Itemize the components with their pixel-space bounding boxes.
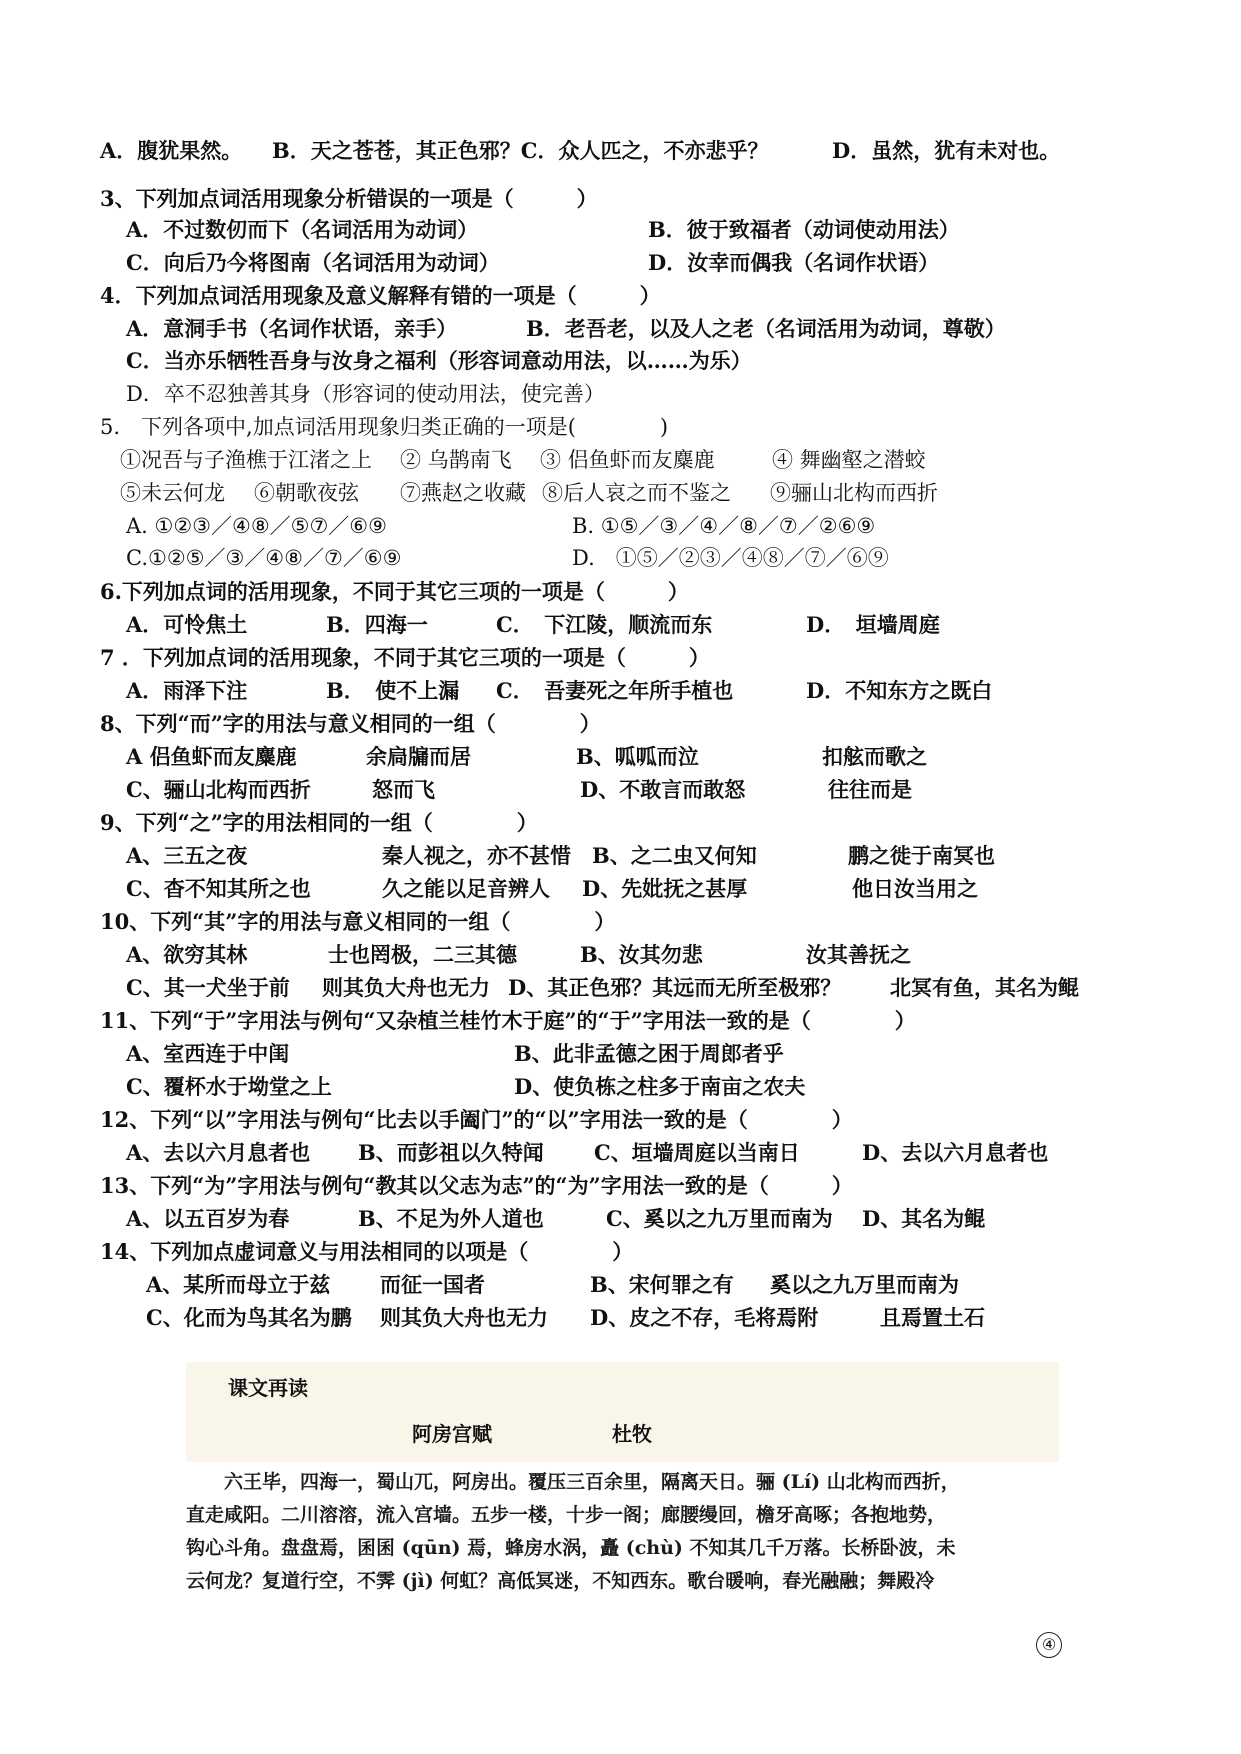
option-d: D、去以六月息者也 xyxy=(862,1140,1049,1165)
item-2: ② 乌鹊南飞 xyxy=(400,448,512,472)
option-d: D、先妣抚之甚厚 xyxy=(582,876,748,901)
option-c: C.①②⑤／③／④⑧／⑦／⑥⑨ xyxy=(126,546,402,570)
question-7-stem: 7 ．下列加点词的活用现象，不同于其它三项的一项是（ ） xyxy=(100,645,710,670)
passage-line-2: 直走咸阳。二川溶溶，流入宫墙。五步一楼，十步一阁；廊腰缦回，檐牙高啄；各抱地势， xyxy=(186,1504,947,1526)
item-8: ⑧后人哀之而不鉴之 xyxy=(542,481,731,505)
author: 杜牧 xyxy=(612,1422,652,1446)
option-d: D、皮之不存，毛将焉附 xyxy=(590,1305,819,1330)
question-8-stem: 8、下列“而”字的用法与意义相同的一组（ ） xyxy=(100,711,601,736)
item-7: ⑦燕赵之收藏 xyxy=(400,481,526,505)
option-a: A、以五百岁为春 xyxy=(126,1206,290,1231)
option-a: A、去以六月息者也 xyxy=(126,1140,311,1165)
option-b: B、不足为外人道也 xyxy=(358,1206,544,1231)
passage-line-1: 六王毕，四海一，蜀山兀，阿房出。覆压三百余里，隔离天日。骊 (Lí) 山北构而西折， xyxy=(186,1471,960,1493)
option-b: B. ①⑤／③／④／⑧／⑦／②⑥⑨ xyxy=(572,514,876,538)
option-d: D. ①⑤／②③／④⑧／⑦／⑥⑨ xyxy=(572,546,889,570)
option-b: B、之二虫又何知 xyxy=(592,843,757,868)
option-c-second: 则其负大舟也无力 xyxy=(380,1305,548,1330)
option-a: A 侣鱼虾而友麋鹿 xyxy=(126,744,297,769)
option-a: A、室西连于中闺 xyxy=(126,1041,290,1066)
option-d: D．汝幸而偶我（名词作状语） xyxy=(648,250,940,275)
option-d: D、其正色邪？其远而无所至极邪？ xyxy=(508,975,842,1000)
option-a: A、欲穷其林 xyxy=(126,942,248,967)
question-14-stem: 14、下列加点虚词意义与用法相同的以项是（ ） xyxy=(100,1239,634,1264)
option-c: C、垣墙周庭以当南日 xyxy=(594,1140,800,1165)
question-13-stem: 13、下列“为”字用法与例句“教其以父志为志”的“为”字用法一致的是（ ） xyxy=(100,1173,853,1198)
option-d: D． 垣墙周庭 xyxy=(806,612,940,637)
question-11-stem: 11、下列“于”字用法与例句“又杂植兰桂竹木于庭”的“于”字用法一致的是（ ） xyxy=(100,1008,916,1033)
option-d: D、不敢言而敢怒 xyxy=(580,777,746,802)
option-a-second: 而征一国者 xyxy=(380,1272,485,1297)
section-title: 课文再读 xyxy=(228,1376,308,1400)
option-d: D、其名为鲲 xyxy=(862,1206,986,1231)
option-b: B．老吾老，以及人之老（名词活用为动词，尊敬） xyxy=(526,316,1006,341)
item-5: ⑤未云何龙 xyxy=(120,481,225,505)
option-b: B、呱呱而泣 xyxy=(576,744,699,769)
option-c: C、覆杯水于坳堂之上 xyxy=(126,1074,332,1099)
question-10-stem: 10、下列“其”字的用法与意义相同的一组（ ） xyxy=(100,909,616,934)
option-a: A．腹犹果然。 xyxy=(100,138,243,163)
option-c: C． 吾妻死之年所手植也 xyxy=(496,678,734,703)
question-5-stem: 5. 下列各项中,加点词活用现象归类正确的一项是( ) xyxy=(100,415,669,439)
passage-line-4: 云何龙？复道行空，不霁 (jì) 何虹？高低冥迷，不知西东。歌台暖响，春光融融；舞殿冷 xyxy=(186,1570,935,1592)
option-a: A、三五之夜 xyxy=(126,843,248,868)
question-9-stem: 9、下列“之”字的用法相同的一组（ ） xyxy=(100,810,538,835)
option-b: B．四海一 xyxy=(326,612,428,637)
option-b: B、汝其勿悲 xyxy=(580,942,703,967)
item-9: ⑨骊山北构而西折 xyxy=(770,481,938,505)
question-12-stem: 12、下列“以”字用法与例句“比去以手阖门”的“以”字用法一致的是（ ） xyxy=(100,1107,853,1132)
option-a: A．可怜焦土 xyxy=(126,612,248,637)
option-a-second: 余扃牖而居 xyxy=(366,744,471,769)
option-d: D．卒不忍独善其身（形容词的使动用法，使完善） xyxy=(126,382,605,406)
option-c: C、骊山北构而西折 xyxy=(126,777,311,802)
item-6: ⑥朝歌夜弦 xyxy=(254,481,359,505)
option-c: C、化而为鸟其名为鹏 xyxy=(146,1305,352,1330)
option-d-second: 北冥有鱼，其名为鲲 xyxy=(890,975,1079,1000)
option-c-second: 久之能以足音辨人 xyxy=(382,876,550,901)
option-b: B、此非孟德之困于周郎者乎 xyxy=(514,1041,784,1066)
option-b-second: 扣舷而歌之 xyxy=(822,744,927,769)
option-c: C． 下江陵，顺流而东 xyxy=(496,612,713,637)
reading-header-box xyxy=(186,1362,1059,1462)
option-a-second: 秦人视之，亦不甚惜 xyxy=(382,843,571,868)
question-6-stem: 6.下列加点词的活用现象，不同于其它三项的一项是（ ） xyxy=(100,579,689,604)
option-d-second: 且焉置土石 xyxy=(880,1305,985,1330)
option-b-second: 鹏之徙于南冥也 xyxy=(848,843,995,868)
option-c: C、其一犬坐于前 xyxy=(126,975,290,1000)
option-b: B、宋何罪之有 xyxy=(590,1272,734,1297)
option-a: A．雨泽下注 xyxy=(126,678,248,703)
option-d-second: 他日汝当用之 xyxy=(852,876,978,901)
option-c: C．向后乃今将图南（名词活用为动词） xyxy=(126,250,500,275)
option-b: B、而彭祖以久特闻 xyxy=(358,1140,544,1165)
option-d: D．不知东方之既白 xyxy=(806,678,993,703)
question-4-stem: 4．下列加点词活用现象及意义解释有错的一项是（ ） xyxy=(100,283,661,308)
option-a: A．不过数仞而下（名词活用为动词） xyxy=(126,217,479,242)
option-b-second: 奚以之九万里而南为 xyxy=(770,1272,959,1297)
option-c: C、奚以之九万里而南为 xyxy=(606,1206,833,1231)
item-1: ①况吾与子渔樵于江渚之上 xyxy=(120,448,372,472)
option-c-second: 则其负大舟也无力 xyxy=(322,975,490,1000)
option-c: C．当亦乐牺牲吾身与汝身之福利（形容词意动用法，以……为乐） xyxy=(126,348,752,373)
option-d: D．虽然，犹有未对也。 xyxy=(832,138,1061,163)
option-b-second: 汝其善抚之 xyxy=(806,942,911,967)
option-b-c: B．天之苍苍，其正色邪？C．众人匹之，不亦悲乎？ xyxy=(272,138,769,163)
option-a: A、某所而母立于兹 xyxy=(146,1272,331,1297)
option-d-second: 往往而是 xyxy=(828,777,912,802)
item-4: ④ 舞幽壑之潜蛟 xyxy=(772,448,926,472)
item-3: ③ 侣鱼虾而友麋鹿 xyxy=(540,448,715,472)
passage-line-3: 钩心斗角。盘盘焉，囷囷 (qūn) 焉，蜂房水涡，矗 (chù) 不知其几千万落。长桥卧波，未 xyxy=(186,1537,956,1559)
question-3-stem: 3、下列加点词活用现象分析错误的一项是（ ） xyxy=(100,186,598,211)
option-c-second: 怒而飞 xyxy=(372,777,435,802)
option-d: D、使负栋之柱多于南亩之农夫 xyxy=(514,1074,806,1099)
page-number: ④ xyxy=(1036,1632,1062,1658)
option-b: B． 使不上漏 xyxy=(326,678,460,703)
option-b: B．彼于致福者（动词使动用法） xyxy=(648,217,960,242)
work-title: 阿房宫赋 xyxy=(412,1422,492,1446)
option-c: C、杳不知其所之也 xyxy=(126,876,311,901)
option-a-second: 士也罔极，二三其德 xyxy=(328,942,517,967)
option-a: A．意洞手书（名词作状语，亲手） xyxy=(126,316,458,341)
option-a: A. ①②③／④⑧／⑤⑦／⑥⑨ xyxy=(126,514,387,538)
